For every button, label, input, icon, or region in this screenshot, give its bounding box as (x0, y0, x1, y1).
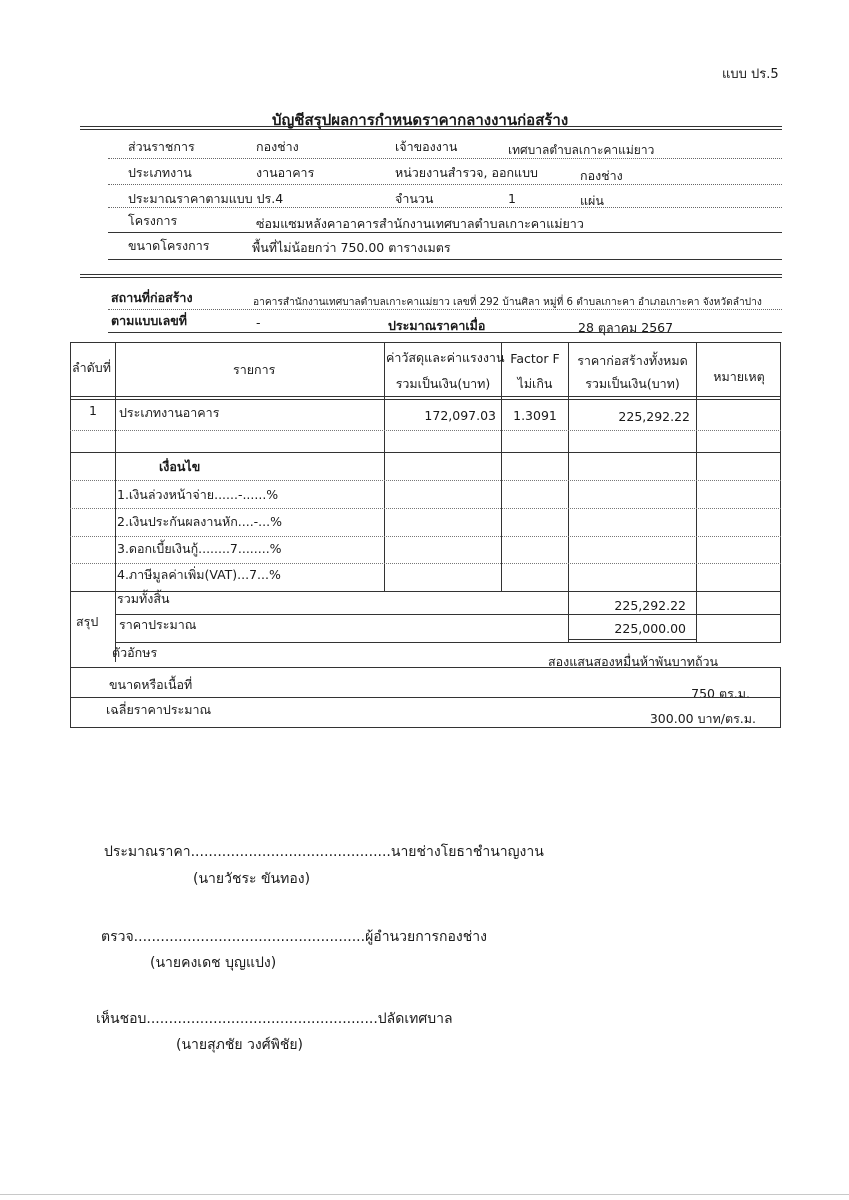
avg-price-label: เฉลี่ยราคาประมาณ (106, 702, 212, 717)
row1-cost: 172,097.03 (424, 408, 496, 423)
qty-value: 1 (508, 191, 516, 206)
agency-value: กองช่าง (256, 139, 299, 154)
header-bottom-rule (108, 332, 782, 333)
area-value: 750 ตร.ม. (691, 686, 750, 701)
text-amount-label: ตัวอักษร (112, 645, 158, 660)
signature-line-approver: เห็นชอบ....................................................ปลัดเทศบาล (96, 1011, 453, 1027)
summary-label: สรุป (76, 614, 99, 629)
qty-unit: แผ่น (580, 193, 604, 208)
row-divider (70, 667, 781, 668)
scan-bottom-edge (0, 1194, 849, 1195)
drawing-value: - (256, 315, 261, 330)
approx-price-value: 225,000.00 (614, 621, 686, 636)
project-label: โครงการ (128, 213, 178, 228)
qty-label: จำนวน (395, 191, 434, 206)
header-row-divider (108, 184, 782, 185)
row1-total: 225,292.22 (618, 409, 690, 424)
form-code: แบบ ปร.5 (722, 67, 779, 82)
estimate-label: ประมาณราคาตามแบบ ปร.4 (128, 191, 284, 206)
header-row-divider (108, 158, 782, 159)
grand-total-label: รวมทั้งสิ้น (117, 591, 170, 606)
col-header-factor-2: ไม่เกิน (517, 376, 553, 391)
type-value: งานอาคาร (256, 165, 315, 180)
col-line (568, 342, 569, 642)
col-header-no: ลำดับที่ (72, 360, 111, 375)
location-top-rule (80, 274, 782, 278)
signature-name-checker: (นายคงเดช บุญแปง) (150, 955, 277, 971)
header-top-rule (80, 126, 782, 130)
header-row-divider (108, 232, 782, 233)
avg-price-value: 300.00 บาท/ตร.ม. (649, 711, 756, 726)
size-value: พื้นที่ไม่น้อยกว่า 750.00 ตารางเมตร (252, 240, 451, 255)
area-label: ขนาดหรือเนื้อที่ (109, 677, 193, 692)
row-divider (70, 563, 781, 564)
col-header-total-2: รวมเป็นเงิน(บาท) (585, 376, 680, 391)
drawing-label: ตามแบบเลขที่ (111, 313, 188, 328)
condition-advance: 1.เงินล่วงหน้าจ่าย......-......% (117, 487, 279, 502)
col-line (384, 342, 385, 592)
design-unit-value: กองช่าง (580, 168, 623, 183)
agency-label: ส่วนราชการ (128, 139, 195, 154)
estimate-date-value: 28 ตุลาคม 2567 (578, 320, 674, 335)
header-bottom-border (70, 399, 781, 400)
row-divider (70, 452, 781, 453)
grand-total-value: 225,292.22 (614, 598, 686, 613)
size-label: ขนาดโครงการ (128, 238, 210, 253)
header-bottom-border (70, 396, 781, 397)
approx-price-label: ราคาประมาณ (119, 617, 197, 632)
type-label: ประเภทงาน (128, 165, 192, 180)
table-right-border (780, 342, 781, 642)
condition-interest: 3.ดอกเบี้ยเงินกู้........7........% (117, 541, 282, 556)
owner-value: เทศบาลตำบลเกาะคาแม่ยาว (508, 143, 655, 157)
location-divider (108, 309, 782, 310)
estimate-date-label: ประมาณราคาเมื่อ (388, 318, 486, 333)
location-value: อาคารสำนักงานเทศบาลตำบลเกาะคาแม่ยาว เลขที่ 292 บ้านศิลา หมู่ที่ 6 ตำบลเกาะคา อำเภอเกาะคา จังหวัดลำปาง (253, 297, 762, 308)
col-header-cost-1: ค่าวัสดุและค่าแรงงาน (386, 350, 505, 365)
row-divider (70, 536, 781, 537)
col-header-cost-2: รวมเป็นเงิน(บาท) (395, 376, 491, 391)
signature-name-approver: (นายสุภชัย วงศ์พิชัย) (176, 1037, 304, 1053)
conditions-label: เงื่อนไข (159, 459, 201, 474)
row1-item: ประเภทงานอาคาร (119, 405, 220, 420)
col-header-factor-1: Factor F (510, 351, 560, 366)
table-bottom-border (70, 727, 781, 728)
location-label: สถานที่ก่อสร้าง (111, 290, 193, 305)
condition-guarantee: 2.เงินประกันผลงานหัก....-...% (117, 514, 282, 529)
row-divider (70, 591, 781, 592)
row-divider (115, 642, 781, 643)
row-divider (70, 480, 781, 481)
price-summary-table (70, 342, 781, 728)
project-value: ซ่อมแซมหลังคาอาคารสำนักงานเทศบาลตำบลเกาะคาแม่ยาว (256, 216, 584, 231)
row-divider (115, 614, 781, 615)
row-divider (70, 430, 781, 431)
approx-price-underline (568, 639, 697, 640)
col-header-item: รายการ (233, 362, 276, 377)
row-divider (70, 697, 781, 698)
condition-vat: 4.ภาษีมูลค่าเพิ่ม(VAT)...7...% (117, 567, 281, 582)
owner-label: เจ้าของงาน (395, 139, 458, 154)
document-title: บัญชีสรุปผลการกำหนดราคากลางงานก่อสร้าง (272, 111, 569, 129)
col-line (696, 342, 697, 642)
table-top-border (70, 342, 781, 343)
header-row-divider (108, 207, 782, 208)
signature-line-estimator: ประมาณราคา.............................................นายช่างโยธาชำนาญงาน (104, 844, 544, 860)
header-row-divider (108, 259, 782, 260)
row-divider (70, 508, 781, 509)
signature-name-estimator: (นายวัชระ ขันทอง) (193, 871, 311, 887)
row1-no: 1 (89, 403, 97, 418)
row1-factor: 1.3091 (513, 408, 557, 423)
col-header-total-1: ราคาก่อสร้างทั้งหมด (577, 353, 688, 368)
col-header-note: หมายเหตุ (713, 369, 765, 384)
text-amount-value: สองแสนสองหมื่นห้าพันบาทถ้วน (548, 654, 719, 669)
signature-line-checker: ตรวจ....................................................ผู้อำนวยการกองช่าง (101, 929, 487, 945)
col-line (501, 342, 502, 592)
design-unit-label: หน่วยงานสำรวจ, ออกแบบ (395, 165, 538, 180)
